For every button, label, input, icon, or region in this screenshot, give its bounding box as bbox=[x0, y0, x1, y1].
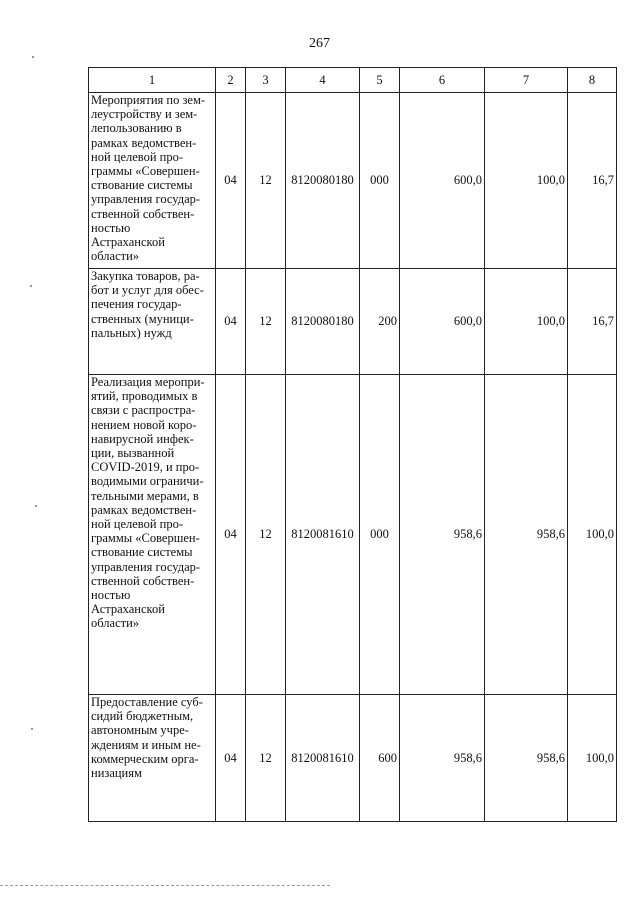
header-row bbox=[89, 68, 617, 93]
row-name-line: печения государ- bbox=[91, 297, 182, 312]
row-name-line: ятий, проводимых в bbox=[91, 389, 198, 404]
budget-table bbox=[88, 67, 617, 822]
row-name-line: управления государ- bbox=[91, 559, 201, 574]
expense-type-code: 200 bbox=[360, 269, 400, 375]
row-name-lines bbox=[91, 93, 213, 263]
expense-type-code: 000 bbox=[360, 93, 400, 269]
executed-amount: 958,6 bbox=[485, 695, 568, 822]
planned-amount: 600,0 bbox=[400, 93, 485, 269]
row-name-line: пальных) нужд bbox=[91, 325, 172, 340]
row-name-line: Мероприятия по зем- bbox=[91, 93, 206, 107]
expense-type-code: 600 bbox=[360, 695, 400, 822]
row-name-line: ственной собствен- bbox=[91, 206, 195, 221]
header-col-5: 5 bbox=[360, 68, 400, 93]
planned-amount: 958,6 bbox=[400, 375, 485, 695]
row-name-line: граммы «Совершен- bbox=[91, 531, 200, 546]
row-name-line: нением новой коро- bbox=[91, 417, 197, 432]
subsection-code: 12 bbox=[246, 93, 286, 269]
row-name-line: ностью bbox=[91, 220, 131, 235]
row-name-line: ции, вызванной bbox=[91, 446, 175, 461]
target-article-code: 8120080180 bbox=[286, 93, 360, 269]
page-number: 267 bbox=[309, 36, 330, 51]
header-col-3: 3 bbox=[246, 68, 286, 93]
subsection-code: 12 bbox=[246, 375, 286, 695]
row-name-line: граммы «Совершен- bbox=[91, 164, 200, 179]
row-name-line: ной целевой про- bbox=[91, 517, 184, 532]
row-name-line: Закупка товаров, ра- bbox=[91, 269, 200, 283]
executed-amount: 100,0 bbox=[485, 93, 568, 269]
header-col-1: 1 bbox=[89, 68, 216, 93]
planned-amount: 958,6 bbox=[400, 695, 485, 822]
target-article-code: 8120080180 bbox=[286, 269, 360, 375]
header-col-4: 4 bbox=[286, 68, 360, 93]
row-name-line: леустройству и зем- bbox=[91, 107, 198, 122]
subsection-code: 12 bbox=[246, 269, 286, 375]
section-code: 04 bbox=[216, 93, 246, 269]
row-name-line: рамках ведомствен- bbox=[91, 135, 197, 150]
row-name-line: ствование системы bbox=[91, 178, 193, 193]
header-col-7: 7 bbox=[485, 68, 568, 93]
row-name-line: области» bbox=[91, 249, 140, 264]
row-name-line: водимыми ограничи- bbox=[91, 474, 204, 489]
row-name-line: ствование системы bbox=[91, 545, 193, 560]
row-name-line: рамках ведомствен- bbox=[91, 502, 197, 517]
table-row bbox=[89, 269, 617, 375]
scan-speck bbox=[35, 505, 37, 507]
executed-amount: 958,6 bbox=[485, 375, 568, 695]
execution-percent: 16,7 bbox=[568, 93, 617, 269]
target-article-code: 8120081610 bbox=[286, 695, 360, 822]
row-name-line: коммерческим орга- bbox=[91, 751, 199, 766]
row-name-line: ной целевой про- bbox=[91, 149, 184, 164]
executed-amount: 100,0 bbox=[485, 269, 568, 375]
header-col-6: 6 bbox=[400, 68, 485, 93]
table-row bbox=[89, 695, 617, 822]
scan-speck bbox=[30, 285, 32, 287]
row-name-line: Предоставление суб- bbox=[91, 695, 203, 709]
row-name-line: сидий бюджетным, bbox=[91, 709, 194, 724]
scan-speck bbox=[31, 728, 33, 730]
row-name-lines bbox=[91, 695, 213, 780]
row-name-line: бот и услуг для обес- bbox=[91, 283, 204, 298]
row-name-cell bbox=[89, 269, 216, 375]
row-name-line: ждениям и иным не- bbox=[91, 737, 201, 752]
execution-percent: 100,0 bbox=[568, 375, 617, 695]
target-article-code: 8120081610 bbox=[286, 375, 360, 695]
section-code: 04 bbox=[216, 375, 246, 695]
expense-type-code: 000 bbox=[360, 375, 400, 695]
row-name-cell bbox=[89, 93, 216, 269]
row-name-line: Астраханской bbox=[91, 602, 165, 617]
row-name-line: связи с распростра- bbox=[91, 403, 196, 418]
row-name-line: области» bbox=[91, 616, 140, 631]
table-row bbox=[89, 375, 617, 695]
row-name-line: навирусной инфек- bbox=[91, 431, 194, 446]
row-name-line: ностью bbox=[91, 588, 131, 603]
execution-percent: 16,7 bbox=[568, 269, 617, 375]
section-code: 04 bbox=[216, 695, 246, 822]
subsection-code: 12 bbox=[246, 695, 286, 822]
scan-speck bbox=[32, 56, 34, 58]
row-name-cell bbox=[89, 695, 216, 822]
table-row bbox=[89, 93, 617, 269]
header-col-2: 2 bbox=[216, 68, 246, 93]
row-name-cell bbox=[89, 375, 216, 695]
row-name-line: COVID-2019, и про- bbox=[91, 460, 200, 475]
row-name-line: автономным учре- bbox=[91, 723, 189, 738]
planned-amount: 600,0 bbox=[400, 269, 485, 375]
row-name-line: ственных (муници- bbox=[91, 311, 194, 326]
row-name-line: ственной собствен- bbox=[91, 573, 195, 588]
row-name-lines bbox=[91, 269, 213, 340]
header-col-8: 8 bbox=[568, 68, 617, 93]
scan-artifact-line bbox=[0, 885, 330, 886]
row-name-line: низациям bbox=[91, 766, 142, 781]
row-name-line: управления государ- bbox=[91, 192, 201, 207]
row-name-line: лепользованию в bbox=[91, 121, 182, 136]
row-name-line: Реализация меропри- bbox=[91, 375, 205, 389]
row-name-line: Астраханской bbox=[91, 235, 165, 250]
row-name-line: тельными мерами, в bbox=[91, 488, 199, 503]
row-name-lines bbox=[91, 375, 213, 631]
execution-percent: 100,0 bbox=[568, 695, 617, 822]
section-code: 04 bbox=[216, 269, 246, 375]
